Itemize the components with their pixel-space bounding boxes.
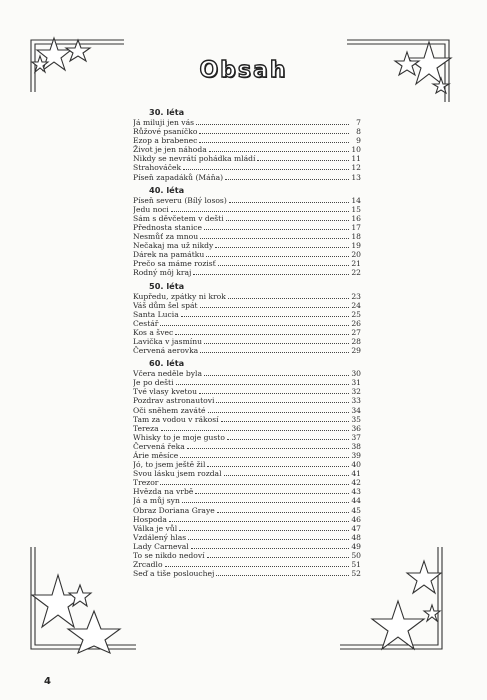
song-page-number: 10 [351, 145, 361, 155]
toc-entry [133, 442, 361, 451]
dot-leader [171, 205, 349, 212]
song-title: Já miluji jen vás [133, 118, 194, 127]
dot-leader [221, 415, 349, 422]
dot-leader [161, 424, 349, 431]
song-title: Ezop a brabenec [133, 136, 198, 146]
song-title: Rodný môj kraj [133, 268, 192, 278]
song-title: Oči sněhem zaváté [133, 405, 206, 415]
dot-leader [227, 433, 349, 440]
dot-leader [182, 496, 349, 503]
song-title: Váš dům šel spát [133, 300, 198, 310]
song-title: Obraz Doriana Graye [133, 505, 215, 515]
dot-leader [180, 451, 349, 458]
toc-section [133, 281, 361, 356]
section-heading: 30. léta [149, 107, 185, 117]
dot-leader [160, 478, 349, 485]
dot-leader [193, 268, 349, 275]
song-page-number: 17 [351, 222, 361, 232]
song-page-number: 13 [351, 172, 361, 182]
dot-leader [217, 506, 349, 513]
song-page-number: 51 [351, 560, 361, 570]
dot-leader [181, 310, 349, 317]
song-page-number: 27 [351, 327, 361, 337]
song-page-number: 22 [351, 268, 361, 278]
song-page-number: 33 [351, 396, 361, 406]
dot-leader [183, 163, 349, 170]
dot-leader [200, 346, 349, 353]
song-title: Cestář [133, 318, 159, 328]
song-title: Dárek na památku [133, 250, 205, 260]
toc-section [133, 107, 361, 182]
dot-leader [225, 173, 349, 180]
song-page-number: 24 [351, 300, 361, 310]
toc-entry [133, 396, 361, 405]
toc-entry [133, 319, 361, 328]
song-title: Trezor [133, 478, 159, 488]
toc-entry [133, 214, 361, 223]
toc-entry [133, 223, 361, 232]
dot-leader [206, 250, 349, 257]
toc-entry [133, 542, 361, 551]
dot-leader [175, 328, 349, 335]
song-title: Píseň severu (Bílý losos) [133, 195, 227, 205]
dot-leader [215, 241, 349, 248]
song-title: Píseň zapadáků (Máňa) [133, 172, 224, 182]
song-page-number: 26 [351, 318, 361, 328]
song-page-number: 15 [351, 204, 361, 214]
toc-entry [133, 551, 361, 560]
toc-entry [133, 232, 361, 241]
song-title: Život je jen náhoda [133, 145, 207, 155]
toc-entry [133, 406, 361, 415]
dot-leader [207, 551, 349, 558]
section-heading: 40. léta [149, 184, 185, 195]
dot-leader [195, 487, 349, 494]
toc-entry [133, 118, 361, 127]
song-page-number: 49 [351, 541, 361, 551]
song-page-number: 38 [351, 441, 361, 451]
toc-entry [133, 515, 361, 524]
song-title: Tereza [133, 423, 159, 433]
song-page-number: 30 [351, 369, 361, 379]
toc-entry [133, 387, 361, 396]
song-title: Svou lásku jsem rozdal [133, 469, 222, 479]
song-page-number: 20 [351, 250, 361, 260]
song-page-number: 52 [351, 569, 361, 579]
dot-leader [200, 232, 349, 239]
song-page-number: 47 [351, 523, 361, 533]
song-title: Santa Lucia [133, 309, 179, 319]
dot-leader [216, 569, 349, 576]
toc-section [133, 358, 361, 578]
toc-entry [133, 196, 361, 205]
dot-leader [204, 369, 349, 376]
toc-entry [133, 487, 361, 496]
song-title: Jó, to jsem ještě žil [133, 460, 206, 470]
song-title: Přednosta stanice [133, 222, 202, 232]
toc-entry [133, 460, 361, 469]
song-title: Včera neděle byla [133, 369, 202, 379]
song-page-number: 41 [351, 469, 361, 479]
toc-entry [133, 424, 361, 433]
song-title: Whisky to je moje gusto [133, 432, 225, 442]
toc-entry [133, 259, 361, 268]
dot-leader [257, 154, 349, 161]
toc-entry [133, 145, 361, 154]
song-title: Válka je vůl [133, 523, 178, 533]
toc-entry [133, 469, 361, 478]
toc-entry [133, 310, 361, 319]
song-title: Hospoda [133, 514, 167, 524]
dot-leader [200, 301, 349, 308]
song-title: Kos a švec [133, 327, 174, 337]
toc-entry [133, 569, 361, 578]
toc-entry [133, 524, 361, 533]
song-page-number: 37 [351, 432, 361, 442]
song-page-number: 25 [351, 309, 361, 319]
toc-entry [133, 560, 361, 569]
song-page-number: 8 [356, 127, 361, 137]
toc-entry [133, 173, 361, 182]
star-corner-ornament-bottom-left [28, 545, 138, 655]
song-page-number: 43 [351, 487, 361, 497]
toc-entry [133, 369, 361, 378]
song-title: Zrcadlo [133, 560, 163, 570]
song-title: Nesmůť za mnou [133, 232, 199, 242]
song-title: Strahováček [133, 163, 182, 173]
dot-leader [199, 136, 349, 143]
song-page-number: 18 [351, 232, 361, 242]
song-page-number: 23 [351, 291, 361, 301]
dot-leader [207, 460, 349, 467]
song-title: Seď a tiše poslouchej [133, 569, 215, 579]
song-page-number: 39 [351, 451, 361, 460]
toc-entry [133, 205, 361, 214]
toc-entry [133, 154, 361, 163]
song-title: Árie měsíce [133, 451, 179, 460]
dot-leader [204, 223, 349, 230]
toc-entry [133, 378, 361, 387]
dot-leader [196, 118, 349, 125]
page-title: Obsah [199, 58, 288, 83]
song-title: Červená řeka [133, 441, 185, 451]
dot-leader [199, 127, 349, 134]
table-of-contents [133, 107, 361, 581]
toc-entry [133, 478, 361, 487]
song-title: Červená aerovka [133, 346, 199, 356]
toc-entry [133, 337, 361, 346]
song-title: Vzdálený hlas [133, 532, 187, 542]
song-title: Lady Carneval [133, 541, 189, 551]
song-page-number: 29 [351, 346, 361, 356]
dot-leader [208, 406, 350, 413]
toc-entry [133, 533, 361, 542]
toc-entry [133, 268, 361, 277]
dot-leader [216, 396, 349, 403]
song-page-number: 32 [351, 387, 361, 397]
dot-leader [165, 560, 349, 567]
song-title: Prečo sa máme rozisť [133, 259, 216, 269]
song-page-number: 28 [351, 336, 361, 346]
toc-entry [133, 496, 361, 505]
song-page-number: 31 [351, 378, 361, 388]
toc-entry [133, 127, 361, 136]
song-page-number: 7 [356, 118, 361, 127]
section-heading: 60. léta [149, 358, 185, 369]
song-page-number: 12 [351, 163, 361, 173]
dot-leader [226, 214, 349, 221]
song-title: Tam za vodou v rákosí [133, 414, 219, 424]
song-page-number: 46 [351, 514, 361, 524]
toc-entry [133, 292, 361, 301]
song-page-number: 21 [351, 259, 361, 269]
star-corner-ornament-bottom-right [338, 545, 450, 655]
song-title: Lavička v jasmínu [133, 336, 202, 346]
song-title: Kupředu, zpátky ni krok [133, 291, 226, 301]
song-page-number: 36 [351, 423, 361, 433]
dot-leader [160, 319, 349, 326]
song-page-number: 45 [351, 505, 361, 515]
song-page-number: 9 [356, 136, 361, 146]
dot-leader [191, 542, 349, 549]
song-title: Nikdy se nevrátí pohádka mládí [133, 154, 256, 164]
dot-leader [176, 378, 349, 385]
dot-leader [204, 337, 349, 344]
toc-entry [133, 301, 361, 310]
dot-leader [179, 524, 349, 531]
song-page-number: 35 [351, 414, 361, 424]
section-heading: 50. léta [149, 280, 185, 291]
toc-entry [133, 433, 361, 442]
song-page-number: 16 [351, 213, 361, 223]
dot-leader [199, 387, 349, 394]
toc-entry [133, 250, 361, 259]
song-title: Já a můj syn [133, 496, 180, 506]
song-page-number: 50 [351, 551, 361, 561]
toc-entry [133, 415, 361, 424]
toc-entry [133, 451, 361, 460]
dot-leader [187, 442, 349, 449]
dot-leader [218, 259, 349, 266]
song-title: Sám s děvčetem v dešti [133, 213, 224, 223]
toc-section [133, 185, 361, 278]
dot-leader [209, 145, 349, 152]
song-title: Růžové psaníčko [133, 127, 198, 137]
toc-entry [133, 346, 361, 355]
dot-leader [224, 469, 349, 476]
song-title: To se nikdo nedoví [133, 551, 205, 561]
song-page-number: 11 [351, 154, 361, 164]
song-title: Pozdrav astronautovi [133, 396, 215, 406]
dot-leader [169, 515, 349, 522]
song-page-number: 34 [351, 405, 361, 415]
song-page-number: 42 [351, 478, 361, 488]
song-title: Tvé vlasy kvetou [133, 387, 198, 397]
dot-leader [188, 533, 349, 540]
toc-entry [133, 506, 361, 515]
toc-entry [133, 241, 361, 250]
song-title: Nečakaj ma už nikdy [133, 241, 214, 251]
toc-entry [133, 163, 361, 172]
toc-entry [133, 136, 361, 145]
page-number: 4 [44, 676, 51, 687]
song-title: Je po dešti [133, 378, 174, 388]
song-title: Hvězda na vrbě [133, 487, 194, 497]
song-page-number: 19 [351, 241, 361, 251]
song-title: Jedu noci [133, 204, 169, 214]
song-page-number: 14 [351, 195, 361, 205]
dot-leader [229, 196, 349, 203]
toc-entry [133, 328, 361, 337]
song-page-number: 40 [351, 460, 361, 470]
song-page-number: 48 [351, 532, 361, 542]
song-page-number: 44 [351, 496, 361, 506]
dot-leader [228, 292, 349, 299]
